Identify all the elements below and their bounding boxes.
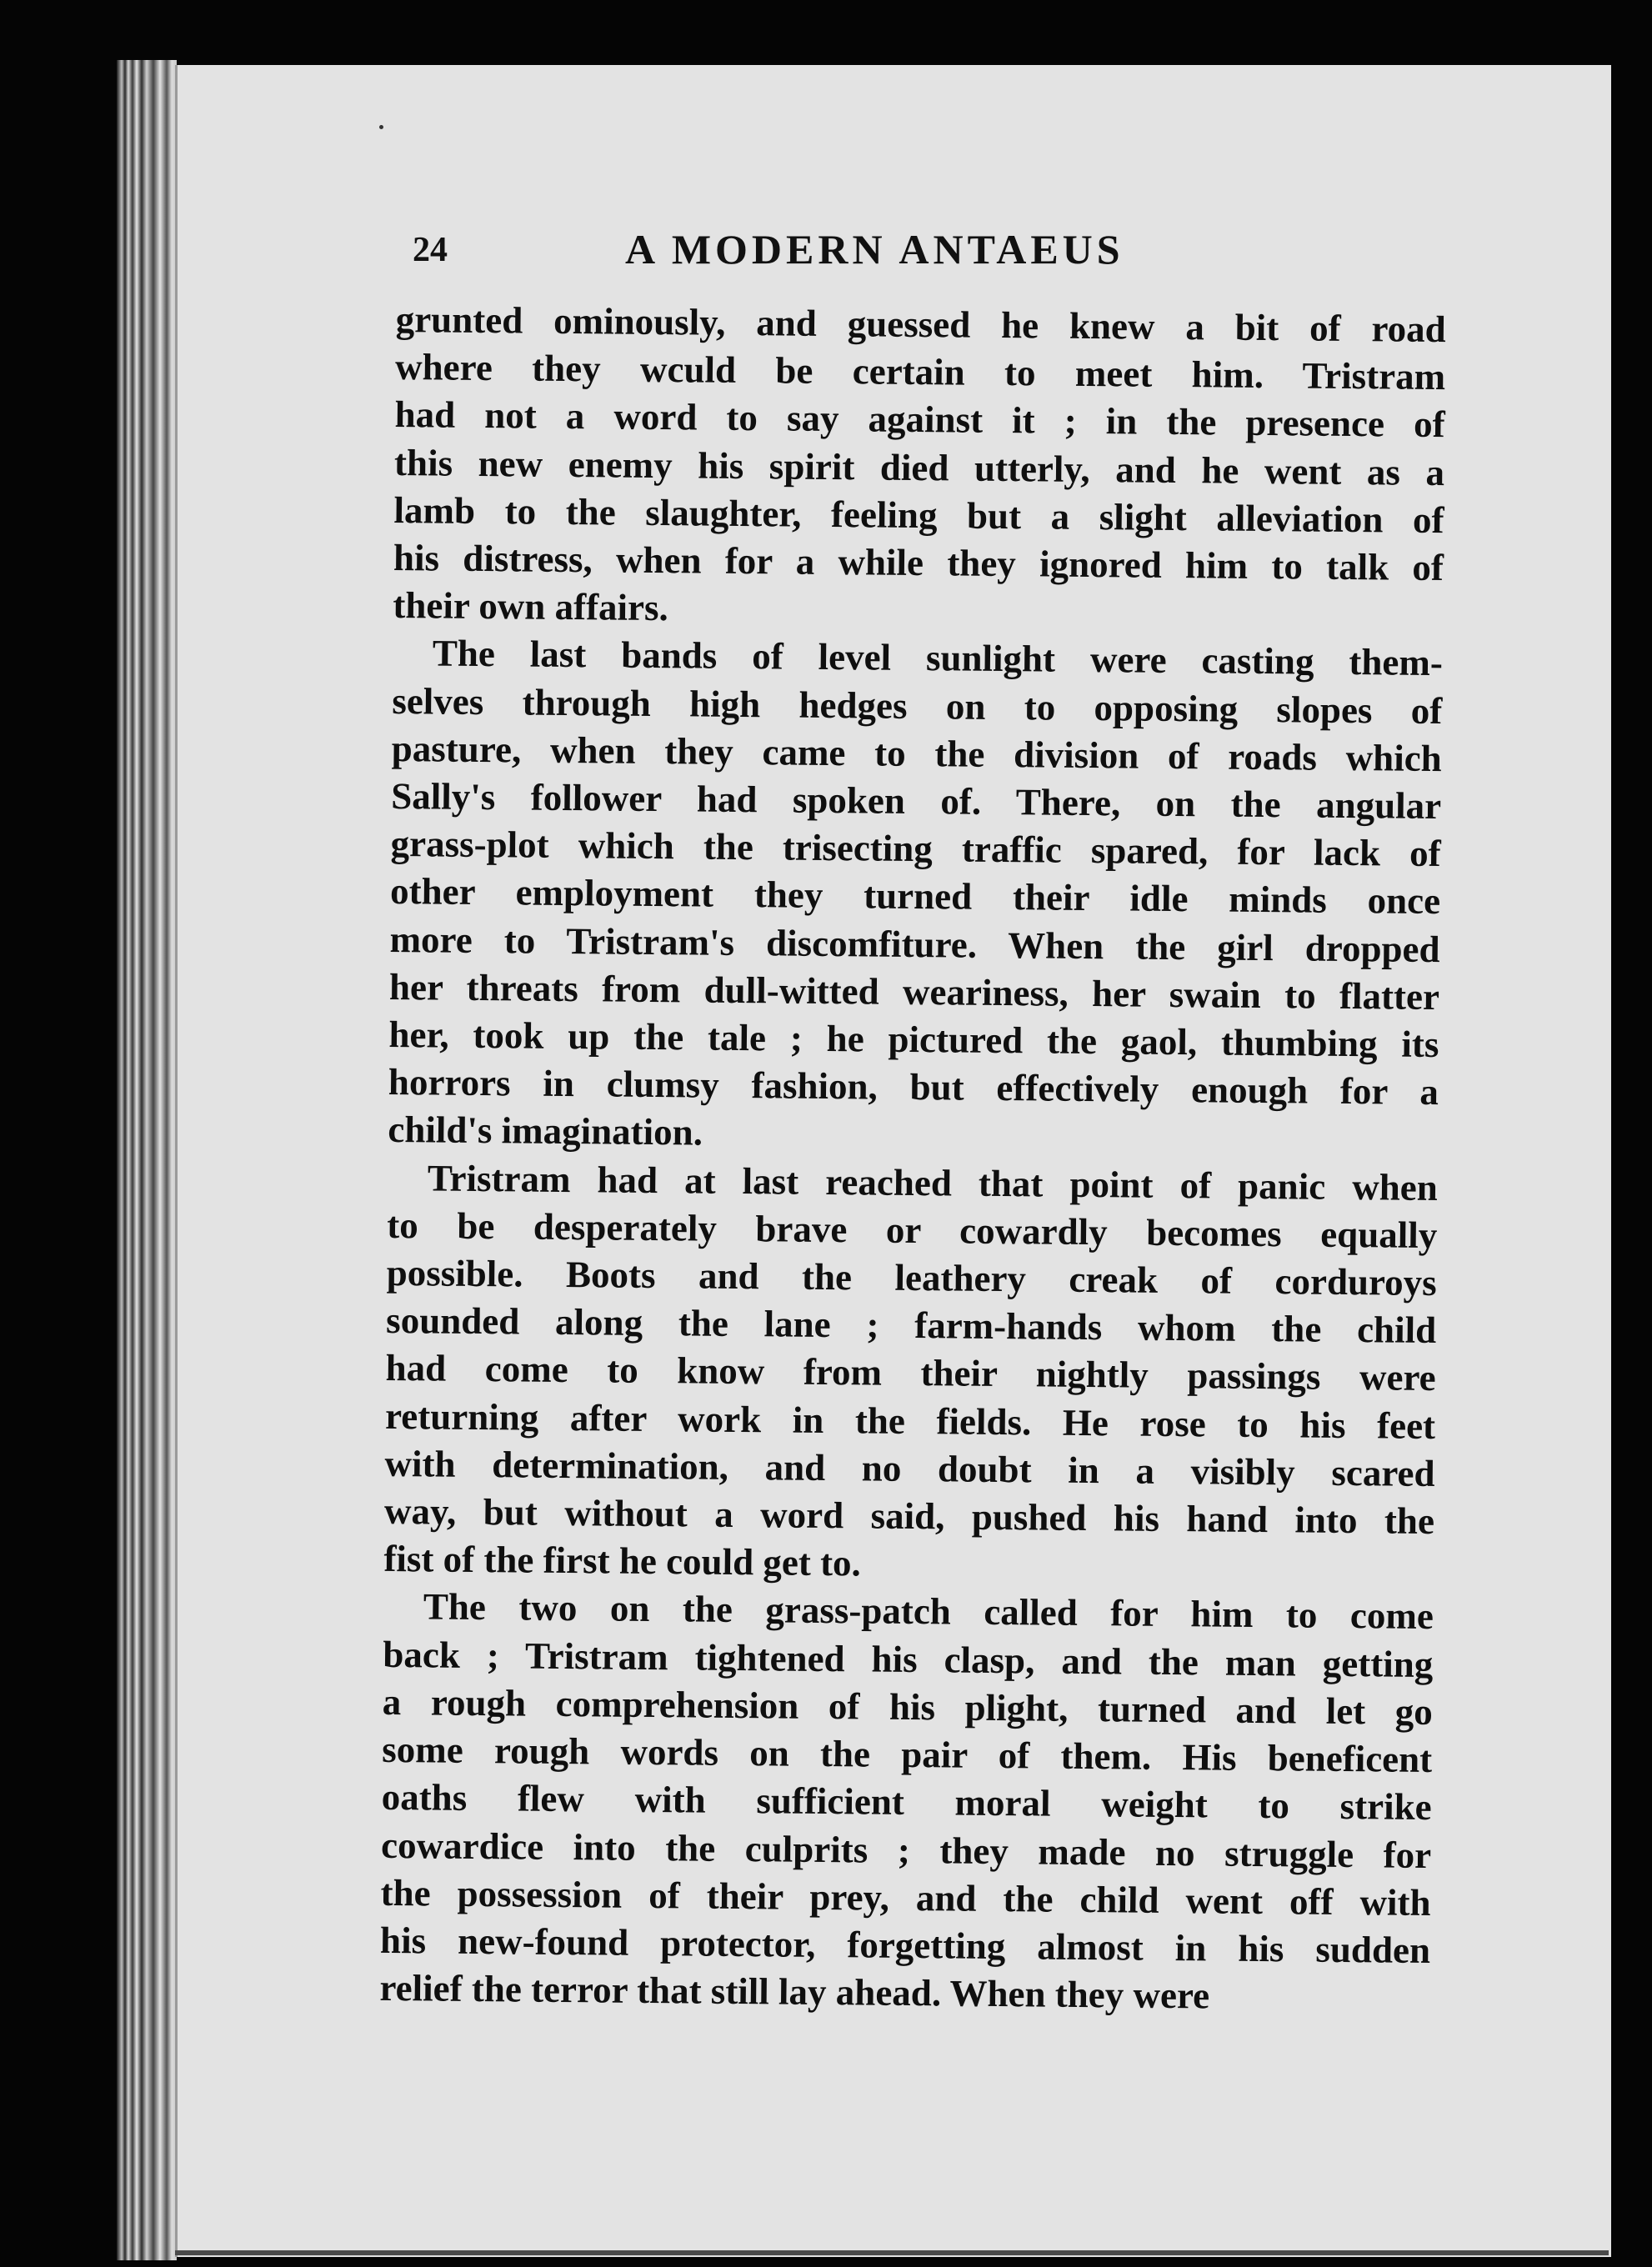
text-line: possible. Boots and the leathery creak of corduroys <box>386 1252 1437 1304</box>
page-bottom-edge <box>175 2250 1609 2255</box>
text-line: his new-found protector, forgetting almost in his sudden <box>379 1919 1431 1971</box>
text-line: pasture, when they came to the division of roads which <box>391 727 1442 779</box>
text-line: other employment they turned their idle minds once <box>389 870 1441 923</box>
text-line: relief the terror that still lay ahead. When they were <box>379 1967 1210 2017</box>
body-text <box>379 296 1446 2022</box>
text-line: with determination, and no doubt in a visibly scared <box>384 1442 1435 1494</box>
text-line: horrors in clumsy fashion, but effectively enough for a <box>388 1061 1439 1113</box>
book-title: A MODERN ANTAEUS <box>625 226 1124 273</box>
page-edge-stack <box>117 60 177 2260</box>
scan-speck <box>379 125 383 129</box>
page-number: 24 <box>413 231 448 269</box>
text-line: their own affairs. <box>393 584 669 629</box>
text-line: grunted ominously, and guessed he knew a bit of road <box>395 298 1446 351</box>
text-line: his distress, when for a while they ignored him to talk of <box>393 537 1444 589</box>
text-line: cowardice into the culprits ; they made no struggle for <box>380 1824 1432 1876</box>
text-line: a rough comprehension of his plight, turned and let go <box>382 1680 1433 1733</box>
paragraph <box>383 1154 1438 1594</box>
text-line: way, but without a word said, pushed his hand into the <box>383 1490 1435 1543</box>
text-line: grass-plot which the trisecting traffic spared, for lack of <box>390 823 1441 875</box>
text-line: The last bands of level sunlight were casting them- <box>432 632 1444 684</box>
text-line: her threats from dull-witted weariness, her swain to flatter <box>388 965 1440 1018</box>
running-head <box>413 225 1254 283</box>
text-line: had come to know from their nightly passings were <box>385 1347 1436 1399</box>
text-line: returning after work in the fields. He rose to his feet <box>384 1394 1436 1447</box>
text-line: The two on the grass-patch called for him to come <box>423 1585 1434 1638</box>
text-line: Sally's follower had spoken of. There, on the angular <box>391 775 1442 828</box>
text-line: the possession of their prey, and the child went off with <box>380 1871 1431 1924</box>
text-line: Tristram had at last reached that point of panic when <box>427 1157 1439 1209</box>
text-line: sounded along the lane ; farm-hands whom the child <box>385 1299 1437 1352</box>
text-line: where they wculd be certain to meet him. Tristram <box>394 346 1446 398</box>
text-line: fist of the first he could get to. <box>383 1538 862 1584</box>
paragraph <box>388 629 1443 1164</box>
text-line: more to Tristram's discomfiture. When the girl dropped <box>389 918 1440 970</box>
text-line: her, took up the tale ; he pictured the gaol, thumbing its <box>388 1013 1439 1066</box>
text-line: lamb to the slaughter, feeling but a slight alleviation of <box>393 488 1444 541</box>
text-line: child's imagination. <box>388 1108 703 1154</box>
paragraph <box>379 1583 1434 2022</box>
text-line: back ; Tristram tightened his clasp, and the man getting <box>383 1633 1434 1685</box>
text-line: some rough words on the pair of them. His beneficent <box>382 1729 1433 1781</box>
text-line: to be desperately brave or cowardly becomes equally <box>387 1204 1438 1256</box>
text-line: selves through high hedges on to opposing slopes of <box>392 679 1443 732</box>
paragraph <box>393 296 1446 639</box>
text-line: oaths flew with sufficient moral weight to strike <box>381 1776 1432 1829</box>
text-line: had not a word to say against it ; in the presence of <box>394 393 1445 446</box>
text-line: this new enemy his spirit died utterly, and he went as a <box>393 441 1445 493</box>
